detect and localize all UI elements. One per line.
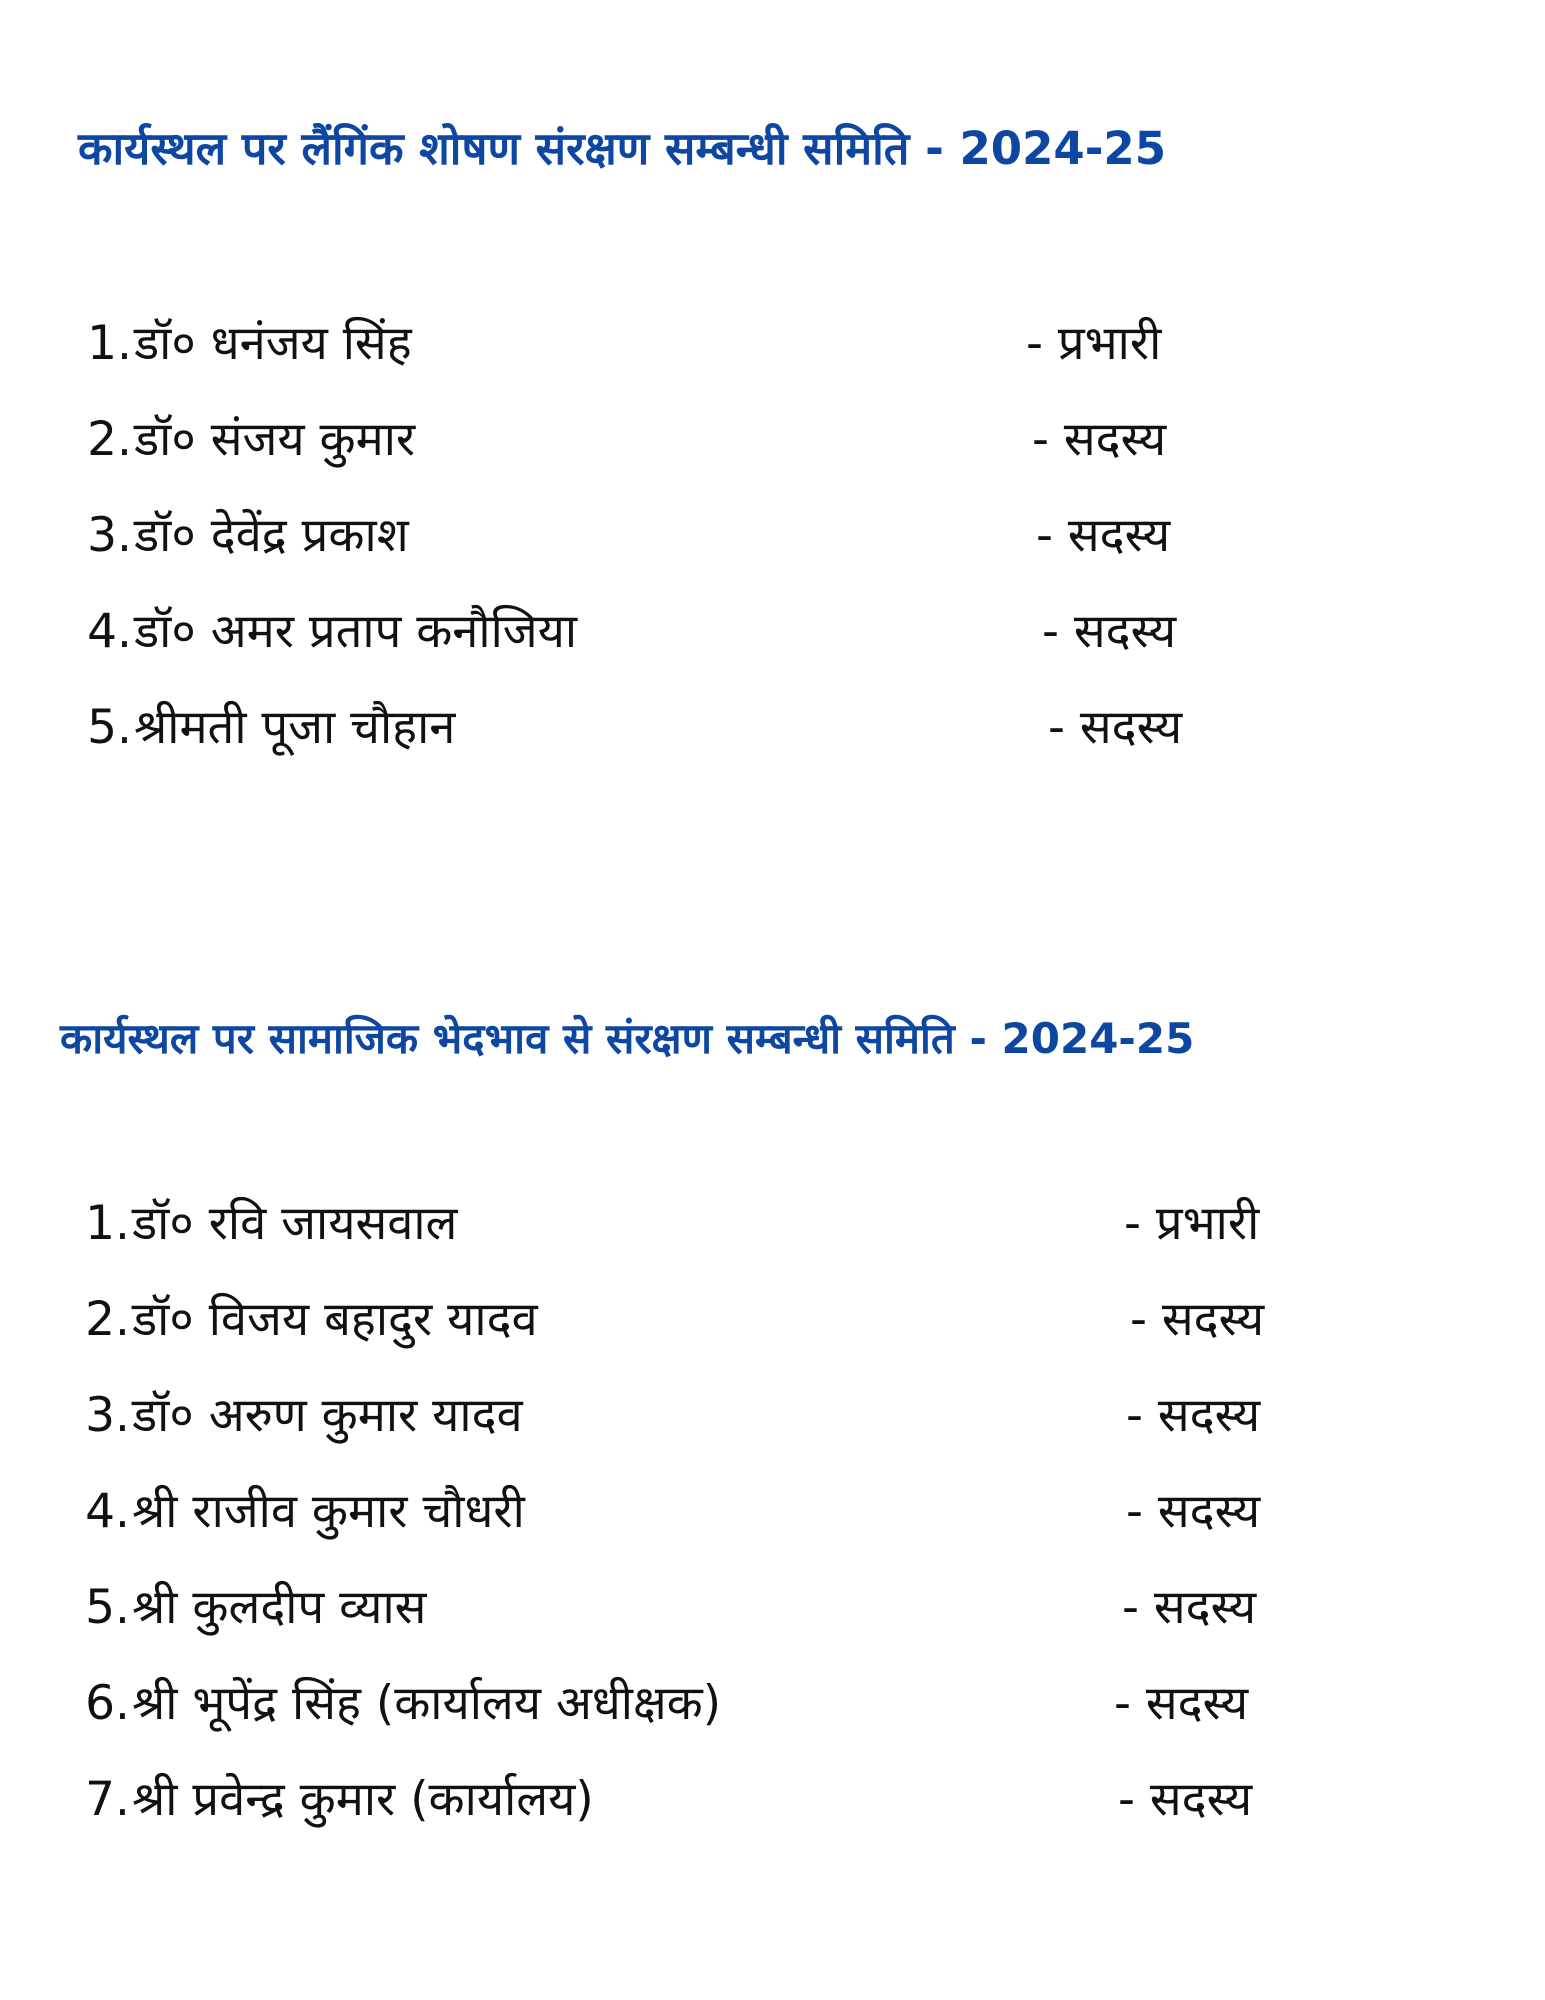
member-number: 6. — [85, 1676, 130, 1731]
member-role: - सदस्य — [1130, 1292, 1265, 1347]
member-role: - सदस्य — [1122, 1580, 1257, 1635]
committee-title: कार्यस्थल पर सामाजिक भेदभाव से संरक्षण सम्बन्धी समिति - 2024-25 — [60, 1014, 1195, 1063]
member-number: 5. — [87, 700, 132, 755]
committee-title: कार्यस्थल पर लैंगिंक शोषण संरक्षण सम्बन्धी समिति - 2024-25 — [78, 122, 1167, 175]
member-row — [0, 506, 1545, 566]
member-row — [0, 1386, 1545, 1446]
member-name: श्रीमती पूजा चौहान — [134, 700, 456, 755]
member-number: 4. — [85, 1484, 130, 1539]
member-number: 7. — [85, 1772, 130, 1827]
member-row — [0, 1194, 1545, 1254]
member-row — [0, 314, 1545, 374]
member-role: - सदस्य — [1114, 1676, 1249, 1731]
member-number: 5. — [85, 1580, 130, 1635]
member-name: डॉ० अरुण कुमार यादव — [132, 1388, 523, 1443]
member-row — [0, 1674, 1545, 1734]
member-row — [0, 1290, 1545, 1350]
member-row — [0, 602, 1545, 662]
member-row — [0, 698, 1545, 758]
member-role: - प्रभारी — [1026, 316, 1162, 371]
member-role: - सदस्य — [1126, 1484, 1261, 1539]
member-role: - प्रभारी — [1124, 1196, 1260, 1251]
member-role: - सदस्य — [1126, 1388, 1261, 1443]
member-number: 1. — [85, 1196, 130, 1251]
member-number: 4. — [87, 604, 132, 659]
member-row — [0, 1770, 1545, 1830]
member-number: 2. — [87, 412, 132, 467]
member-number: 3. — [85, 1388, 130, 1443]
member-name: डॉ० विजय बहादुर यादव — [132, 1292, 538, 1347]
member-name: डॉ० संजय कुमार — [134, 412, 416, 467]
member-role: - सदस्य — [1042, 604, 1177, 659]
member-role: - सदस्य — [1032, 412, 1167, 467]
member-role: - सदस्य — [1036, 508, 1171, 563]
member-name: श्री प्रवेन्द्र कुमार (कार्यालय) — [132, 1772, 594, 1827]
member-number: 2. — [85, 1292, 130, 1347]
member-name: डॉ० रवि जायसवाल — [132, 1196, 458, 1251]
member-row — [0, 1482, 1545, 1542]
member-name: डॉ० धनंजय सिंह — [134, 316, 412, 371]
member-row — [0, 1578, 1545, 1638]
member-number: 1. — [87, 316, 132, 371]
member-role: - सदस्य — [1118, 1772, 1253, 1827]
member-name: डॉ० देवेंद्र प्रकाश — [134, 508, 409, 563]
member-role: - सदस्य — [1048, 700, 1183, 755]
member-name: श्री भूपेंद्र सिंह (कार्यालय अधीक्षक) — [132, 1676, 722, 1731]
member-name: श्री कुलदीप व्यास — [132, 1580, 427, 1635]
member-row — [0, 410, 1545, 470]
member-name: श्री राजीव कुमार चौधरी — [132, 1484, 525, 1539]
member-number: 3. — [87, 508, 132, 563]
member-name: डॉ० अमर प्रताप कनौजिया — [134, 604, 578, 659]
